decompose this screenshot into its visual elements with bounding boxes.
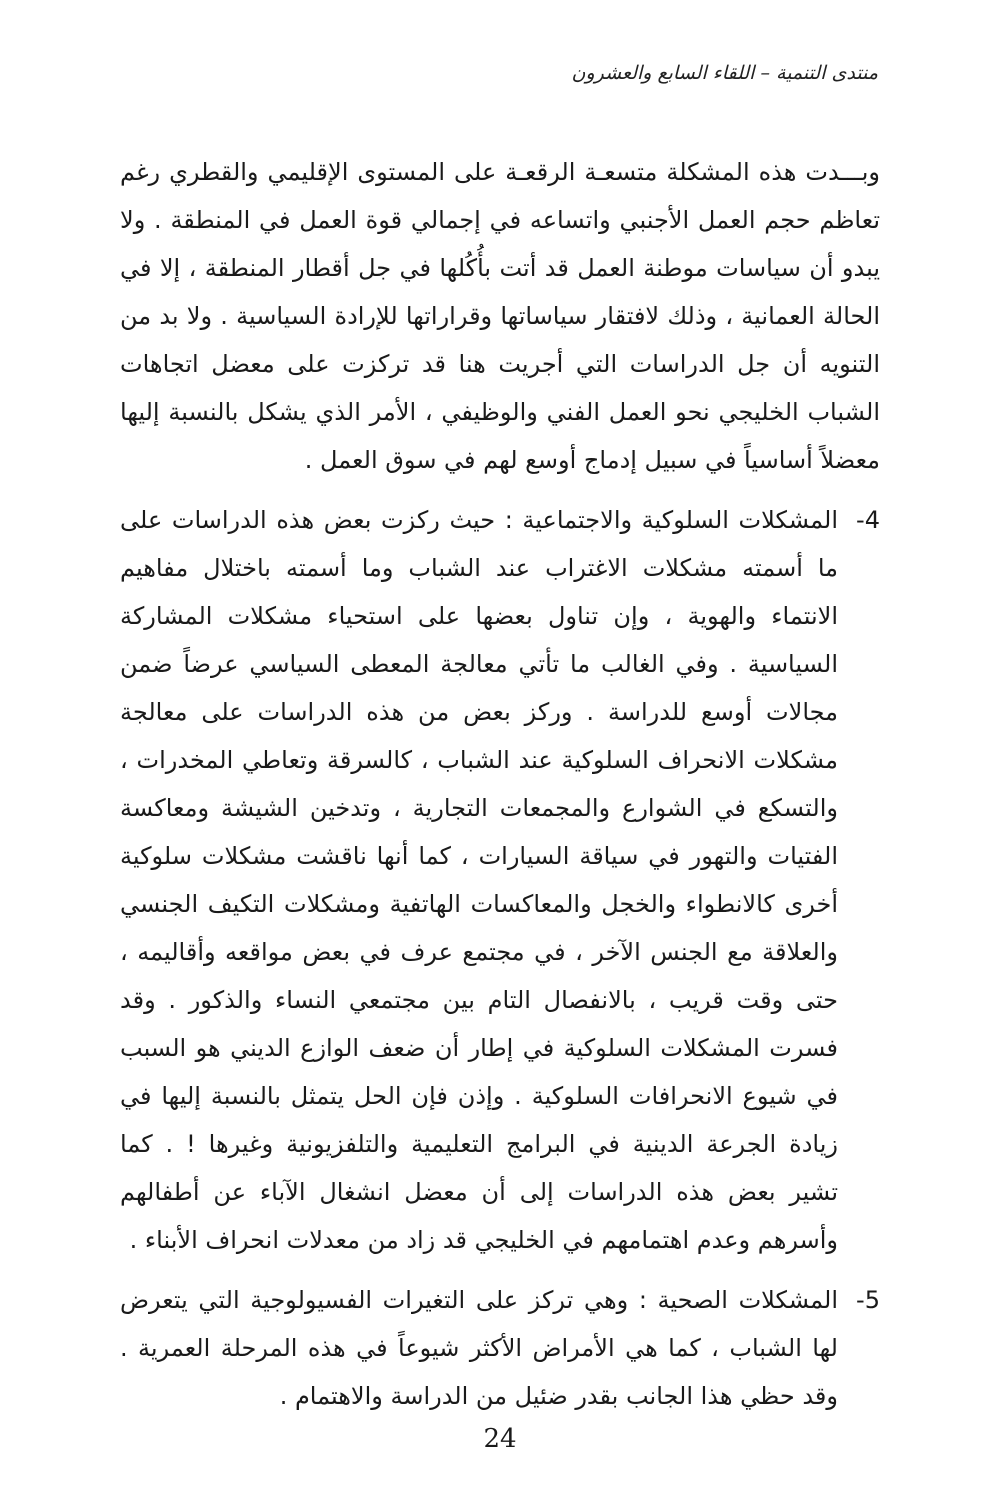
running-header: منتدى التنمية – اللقاء السابع والعشرون bbox=[571, 62, 878, 84]
list-item-text: المشكلات السلوكية والاجتماعية : حيث ركزت بعض هذه الدراسات على ما أسمته مشكلات الاغتراب عند الشباب وما أسمته باختلال مفاهيم الانتماء والهوية ، وإن تناول بعضها على استحياء مشكلات المشاركة السياسية . وفي الغالب ما تأتي معالجة المعطى السياسي عرضاً ضمن مجالات أوسع للدراسة . وركز بعض من هذه الدراسات على معالجة مشكلات الانحراف السلوكية عند الشباب ، كالسرقة وتعاطي المخدرات ، والتسكع في الشوارع والمجمعات التجارية ، وتدخين الشيشة ومعاكسة الفتيات والتهور في سياقة السيارات ، كما أنها ناقشت مشكلات سلوكية أخرى كالانطواء والخجل والمعاكسات الهاتفية ومشكلات التكيف الجنسي والعلاقة مع الجنس الآخر ، في مجتمع عرف في بعض مواقعه وأقاليمه ، حتى وقت قريب ، بالانفصال التام بين مجتمعي النساء والذكور . وقد فسرت المشكلات السلوكية في إطار أن ضعف الوازع الديني هو السبب في شيوع الانحرافات السلوكية . وإذن فإن الحل يتمثل بالنسبة إليها في زيادة الجرعة الدينية في البرامج التعليمية والتلفزيونية وغيرها ! . كما تشير بعض هذه الدراسات إلى أن معضل انشغال الآباء عن أطفالهم وأسرهم وعدم اهتمامهم في الخليجي قد زاد من معدلات انحراف الأبناء . bbox=[120, 506, 838, 1254]
list-item-number: 4- bbox=[856, 506, 880, 534]
list-item-text: المشكلات الصحية : وهي تركز على التغيرات الفسيولوجية التي يتعرض لها الشباب ، كما هي الأمراض الأكثر شيوعاً في هذه المرحلة العمرية . وقد حظي هذا الجانب بقدر ضئيل من الدراسة والاهتمام . bbox=[120, 1286, 838, 1410]
page-body bbox=[120, 148, 880, 1420]
list-item-5 bbox=[120, 1276, 880, 1420]
list-item-number: 5- bbox=[856, 1286, 880, 1314]
page-number: 24 bbox=[483, 1424, 517, 1454]
list-item-4 bbox=[120, 496, 880, 1264]
intro-paragraph: وبـــدت هذه المشكلة متسعـة الرقعـة على المستوى الإقليمي والقطري رغم تعاظم حجم العمل الأجنبي واتساعه في إجمالي قوة العمل في المنطقة . ولا يبدو أن سياسات موطنة العمل قد أتت بأُكُلها في جل أقطار المنطقة ، إلا في الحالة العمانية ، وذلك لافتقار سياساتها وقراراتها للإرادة السياسية . ولا بد من التنويه أن جل الدراسات التي أجريت هنا قد تركزت على معضل اتجاهات الشباب الخليجي نحو العمل الفني والوظيفي ، الأمر الذي يشكل بالنسبة إليها معضلاً أساسياً في سبيل إدماج أوسع لهم في سوق العمل . bbox=[120, 158, 880, 474]
